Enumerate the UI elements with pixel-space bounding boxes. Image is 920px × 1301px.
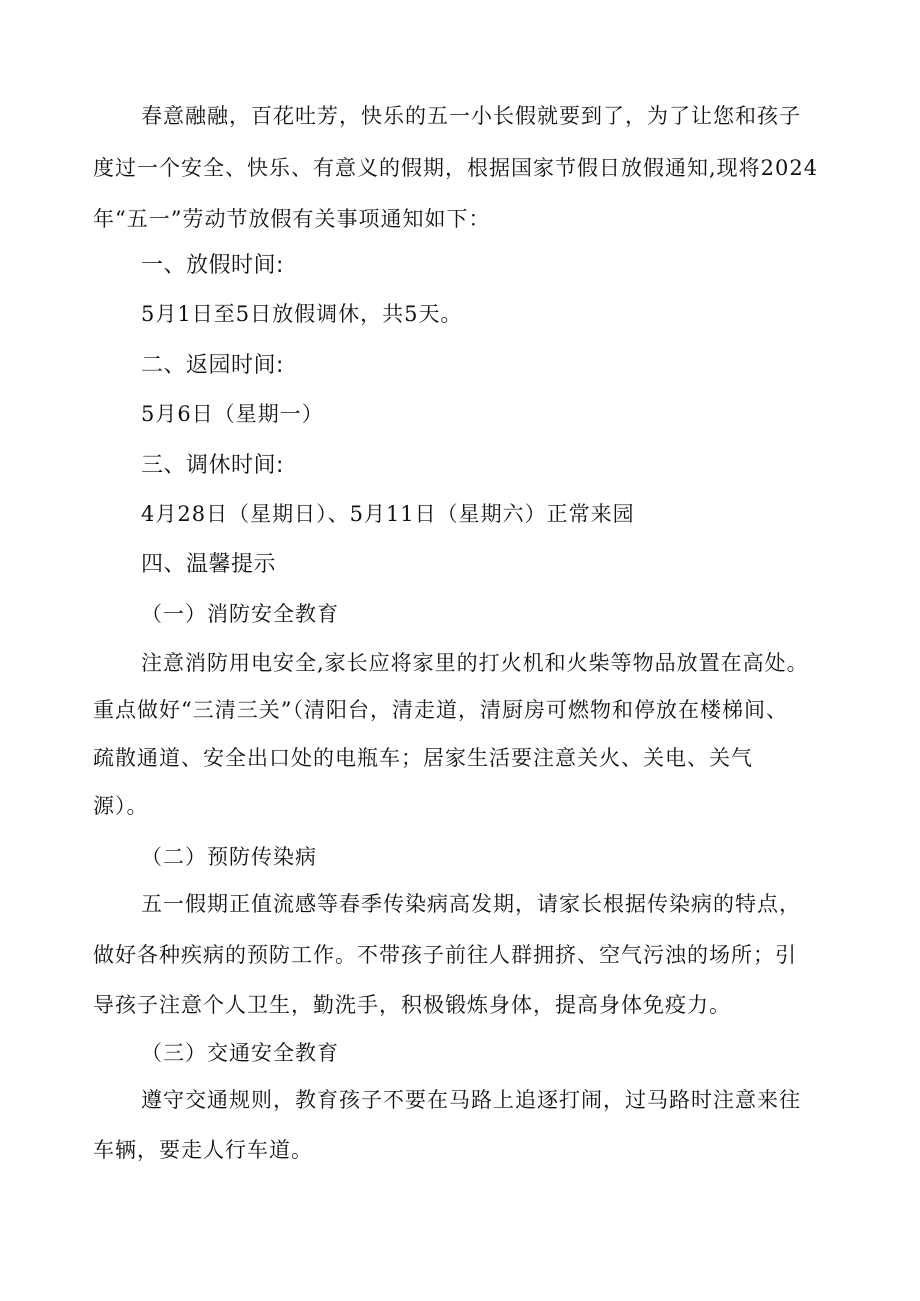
subheading-disease-prevention: （二）预防传染病	[141, 845, 317, 869]
fire-safety-line-1: 注意消防用电安全,家长应将家里的打火机和火柴等物品放置在高处。	[141, 651, 809, 675]
holiday-time-text: 5月1日至5日放假调休，共5天。	[141, 302, 463, 326]
fire-safety-line-2: 重点做好“三清三关”（清阳台，清走道，清厨房可燃物和停放在楼梯间、	[93, 698, 788, 722]
disease-line-2: 做好各种疾病的预防工作。不带孩子前往人群拥挤、空气污浊的场所；引	[93, 943, 797, 967]
subheading-fire-safety: （一）消防安全教育	[141, 602, 339, 626]
traffic-line-1: 遵守交通规则，教育孩子不要在马路上追逐打闹，过马路时注意来往	[141, 1088, 801, 1112]
fire-safety-line-4: 源）。	[93, 794, 149, 818]
section-heading-makeup-time: 三、调休时间:	[141, 453, 284, 478]
intro-line-3: 年“五一”劳动节放假有关事项通知如下：	[93, 207, 491, 231]
subheading-traffic-safety: （三）交通安全教育	[141, 1041, 339, 1065]
disease-line-3: 导孩子注意个人卫生，勤洗手，积极锻炼身体，提高身体免疫力。	[93, 993, 731, 1017]
return-time-text: 5月6日（星期一）	[141, 402, 324, 426]
fire-safety-line-3: 疏散通道、安全出口处的电瓶车；居家生活要注意关火、关电、关气	[93, 746, 753, 770]
section-heading-holiday-time: 一、放假时间:	[141, 253, 284, 278]
disease-line-1: 五一假期正值流感等春季传染病高发期，请家长根据传染病的特点，	[141, 892, 801, 916]
section-heading-return-time: 二、返园时间:	[141, 353, 284, 378]
makeup-time-text: 4月28日（星期日）、5月11日（星期六）正常来园	[141, 502, 635, 526]
intro-line-2: 度过一个安全、快乐、有意义的假期，根据国家节假日放假通知,现将2024	[93, 156, 819, 180]
section-heading-reminders: 四、温馨提示	[141, 552, 277, 577]
intro-line-1: 春意融融，百花吐芳，快乐的五一小长假就要到了，为了让您和孩子	[141, 104, 801, 128]
traffic-line-2: 车辆，要走人行车道。	[93, 1138, 313, 1162]
